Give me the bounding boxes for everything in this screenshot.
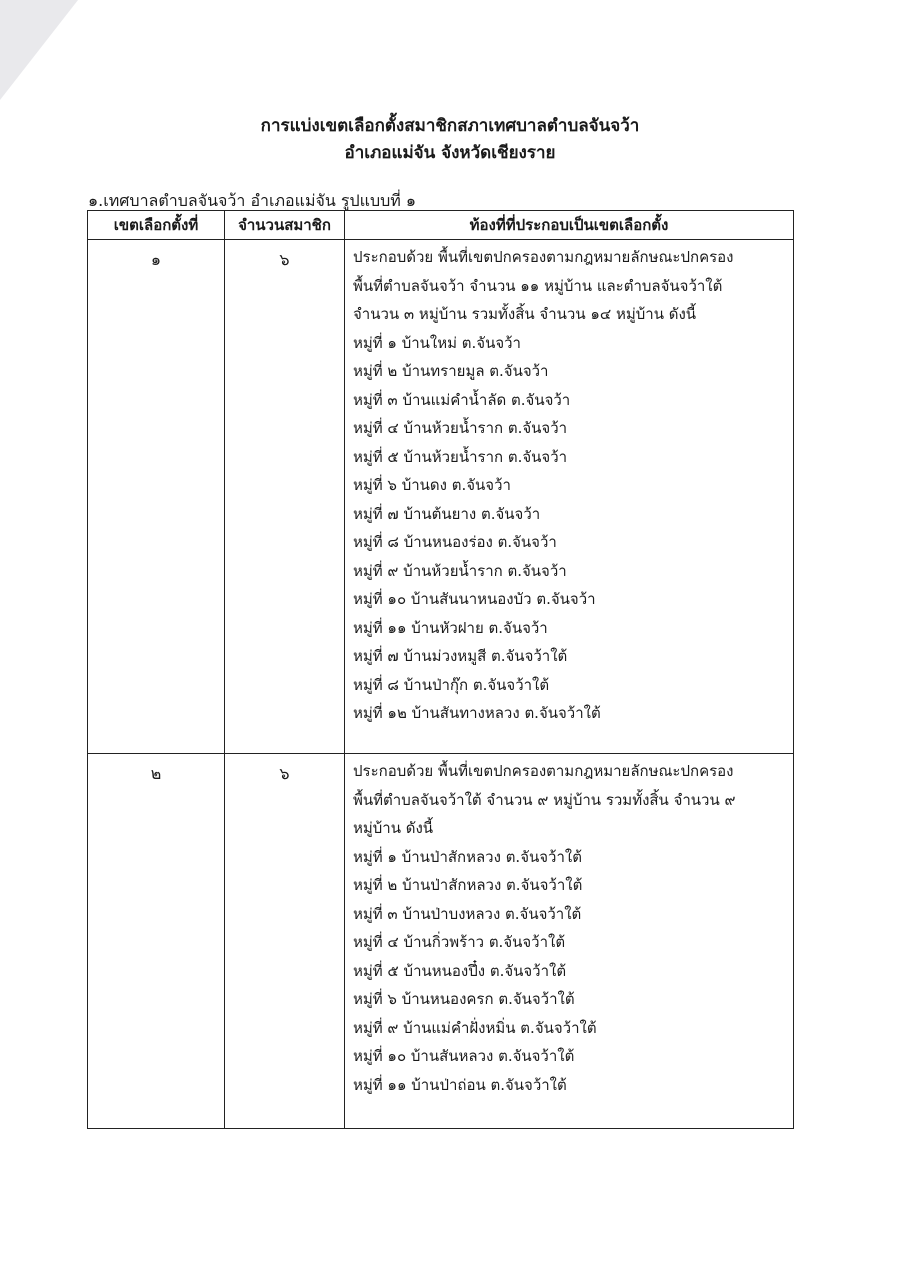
member-count-cell: ๖ [225,754,345,1129]
village-item: หมู่ที่ ๙ บ้านห้วยน้ำราก ต.จันจว้า [353,561,567,580]
village-item: หมู่ที่ ๖ บ้านหนองครก ต.จันจว้าใต้ [353,990,575,1008]
member-count-cell: ๖ [225,240,345,754]
zone-description-line: พื้นที่ตำบลจันจว้า จำนวน ๑๑ หมู่บ้าน และตำบลจันจว้าใต้ [353,276,723,295]
zone-description-line: หมู่บ้าน ดังนี้ [353,819,434,837]
page-subtitle: อำเภอแม่จัน จังหวัดเชียงราย [344,143,556,163]
village-item: หมู่ที่ ๘ บ้านป่ากุ๊ก ต.จันจว้าใต้ [353,675,550,694]
village-item: หมู่ที่ ๔ บ้านกิ่วพร้าว ต.จันจว้าใต้ [353,933,566,951]
page-corner-fold [0,0,78,100]
header-zone-number: เขตเลือกตั้งที่ [88,211,225,240]
village-item: หมู่ที่ ๑๐ บ้านสันนาหนองบัว ต.จันจว้า [353,590,596,608]
section-heading: ๑.เทศบาลตำบลจันจว้า อำเภอแม่จัน รูปแบบที่ ๑ [88,191,417,210]
page-title: การแบ่งเขตเลือกตั้งสมาชิกสภาเทศบาลตำบลจันจว้า [260,116,640,136]
village-item: หมู่ที่ ๒ บ้านทรายมูล ต.จันจว้า [353,362,549,380]
village-item: หมู่ที่ ๔ บ้านห้วยน้ำราก ต.จันจว้า [353,419,568,437]
village-item: หมู่ที่ ๑ บ้านใหม่ ต.จันจว้า [353,333,521,352]
zone-description-line: ประกอบด้วย พื้นที่เขตปกครองตามกฎหมายลักษณะปกครอง [353,248,734,266]
table-row [88,240,794,754]
village-item: หมู่ที่ ๑๑ บ้านหัวฝาย ต.จันจว้า [353,618,548,637]
zone-number-cell: ๑ [88,240,225,754]
zone-area-cell [345,754,794,1129]
zone-description-line: พื้นที่ตำบลจันจว้าใต้ จำนวน ๙ หมู่บ้าน รวมทั้งสิ้น จำนวน ๙ [353,790,736,809]
village-item: หมู่ที่ ๙ บ้านแม่คำฝั่งหมิ่น ต.จันจว้าใต้ [353,1018,597,1037]
village-item: หมู่ที่ ๑๒ บ้านสันทางหลวง ต.จันจว้าใต้ [353,704,601,722]
table-row [88,754,794,1129]
header-member-count: จำนวนสมาชิก [225,211,345,240]
village-item: หมู่ที่ ๑๑ บ้านป่าถ่อน ต.จันจว้าใต้ [353,1075,567,1094]
village-item: หมู่ที่ ๑๐ บ้านสันหลวง ต.จันจว้าใต้ [353,1047,575,1065]
village-item: หมู่ที่ ๓ บ้านป่าบงหลวง ต.จันจว้าใต้ [353,904,582,923]
village-item: หมู่ที่ ๖ บ้านดง ต.จันจว้า [353,476,511,494]
zone-area-cell [345,240,794,754]
zone-description-line: จำนวน ๓ หมู่บ้าน รวมทั้งสิ้น จำนวน ๑๔ หมู่บ้าน ดังนี้ [353,305,697,323]
village-item: หมู่ที่ ๗ บ้านต้นยาง ต.จันจว้า [353,504,541,523]
village-item: หมู่ที่ ๗ บ้านม่วงหมูสี ต.จันจว้าใต้ [353,647,568,665]
zone-number-cell: ๒ [88,754,225,1129]
electoral-zone-table [87,210,794,1129]
village-item: หมู่ที่ ๓ บ้านแม่คำน้ำลัด ต.จันจว้า [353,390,571,409]
village-item: หมู่ที่ ๑ บ้านป่าสักหลวง ต.จันจว้าใต้ [353,847,582,866]
village-item: หมู่ที่ ๘ บ้านหนองร่อง ต.จันจว้า [353,533,557,551]
zone-description-line: ประกอบด้วย พื้นที่เขตปกครองตามกฎหมายลักษณะปกครอง [353,762,734,780]
table-header-row [88,211,794,240]
village-item: หมู่ที่ ๕ บ้านห้วยน้ำราก ต.จันจว้า [353,447,568,466]
header-zone-area: ท้องที่ที่ประกอบเป็นเขตเลือกตั้ง [345,211,794,240]
village-item: หมู่ที่ ๕ บ้านหนองปึ๋ง ต.จันจว้าใต้ [353,961,567,980]
village-item: หมู่ที่ ๒ บ้านป่าสักหลวง ต.จันจว้าใต้ [353,876,583,894]
